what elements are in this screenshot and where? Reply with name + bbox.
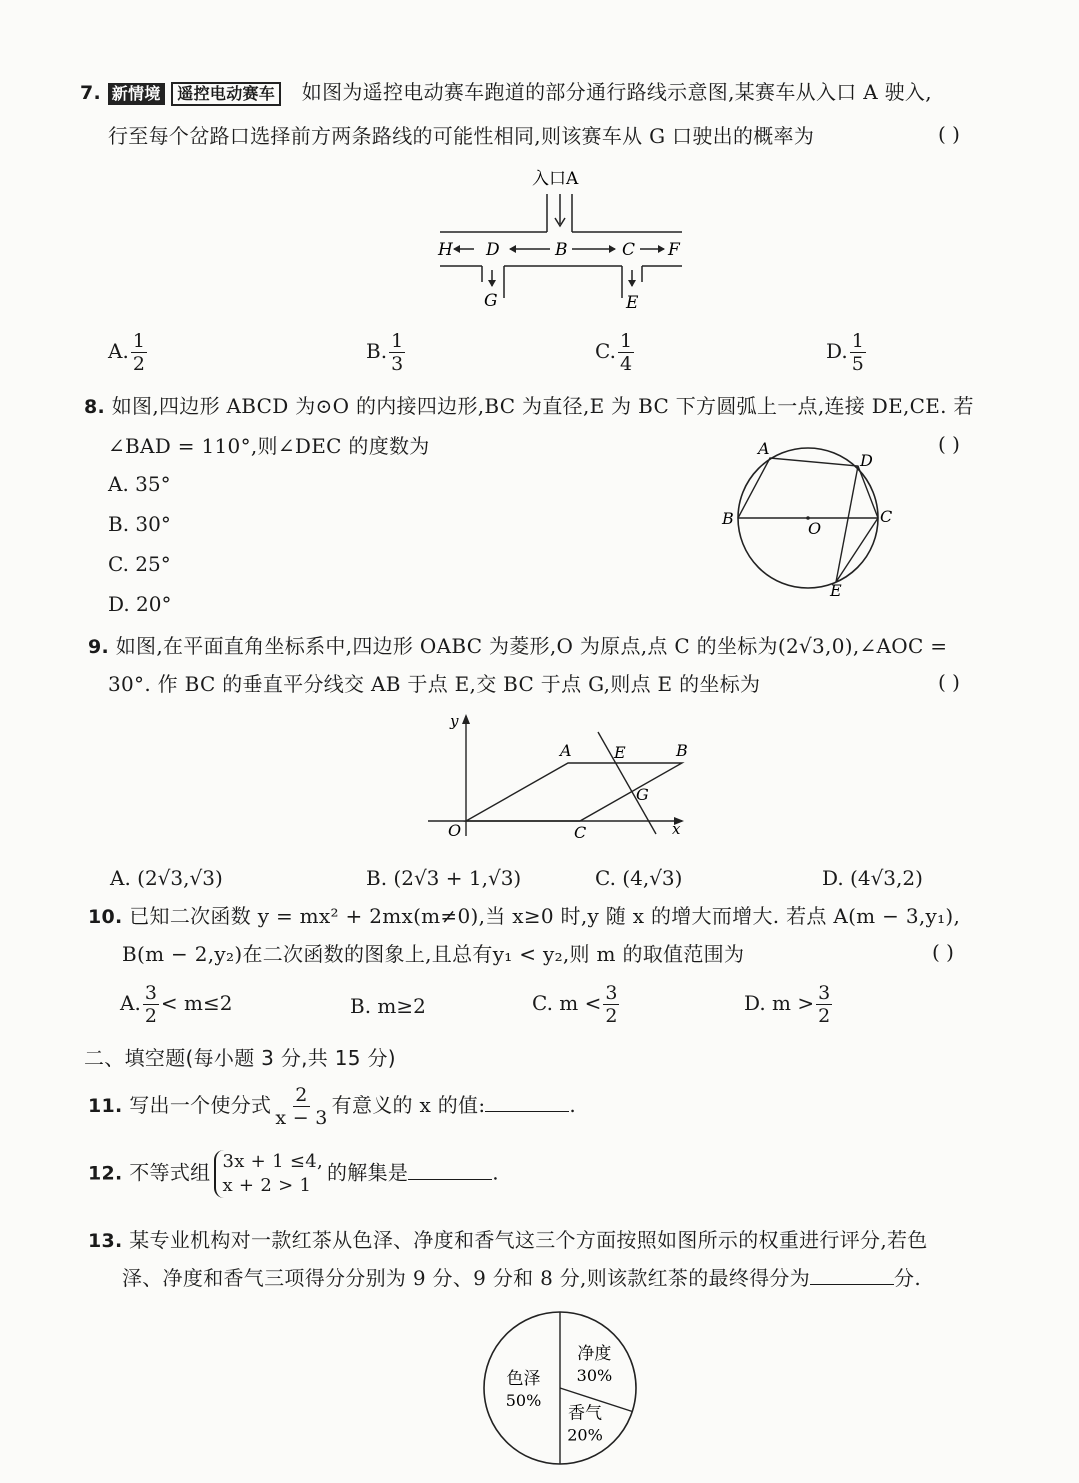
q7-label-B: B (555, 240, 568, 260)
q9-label-x: x (672, 820, 681, 838)
q9-text-line1: 如图,在平面直角坐标系中,四边形 OABC 为菱形,O 为原点,点 C 的坐标为(2√3,0),∠AOC = (115, 634, 948, 658)
q7-label-H: H (438, 240, 453, 260)
q9-line1 (88, 632, 947, 661)
q12-answer-blank[interactable] (408, 1159, 492, 1180)
q10-option-c[interactable]: C. m < $\frac{3}{2}$ (532, 982, 618, 1027)
q9-label-B: B (676, 741, 688, 760)
q10-line1 (88, 902, 960, 931)
q7-new-context-tag: 新情境 (108, 83, 165, 105)
q13-line2: 泽、净度和香气三项得分分别为 9 分、9 分和 8 分,则该款红茶的最终得分为 分. (122, 1266, 921, 1290)
q8-line1 (84, 392, 974, 421)
pie-label-percent: 30% (576, 1365, 613, 1385)
pie-label-percent: 20% (567, 1425, 603, 1445)
q11-text-post: 有意义的 x 的值: (331, 1093, 486, 1117)
q7-entrance-label: 入口A (532, 169, 579, 189)
q7-label-G: G (484, 291, 498, 311)
q8-number: 8. (84, 396, 106, 418)
q9-option-b[interactable]: B. (2√3 + 1,√3) (366, 866, 522, 890)
q9-answer-paren: ( ) (938, 670, 960, 694)
q7-option-a[interactable]: A. $\frac{1}{2}$ (108, 330, 145, 375)
q9-label-E: E (614, 743, 626, 762)
q8-answer-paren: ( ) (938, 432, 960, 456)
q7-track-diagram (420, 160, 700, 320)
q8-option-b[interactable]: B. 30° (108, 512, 171, 536)
q9-label-C: C (574, 823, 587, 842)
pie-label-category: 香气 (568, 1403, 603, 1424)
q13-pie-chart (480, 1300, 650, 1476)
q7-topic-tag: 遥控电动赛车 (171, 82, 281, 106)
q8-option-a[interactable]: A. 35° (108, 472, 171, 496)
q10-option-b[interactable]: B. m≥2 (350, 994, 426, 1018)
q7-text-line2: 行至每个岔路口选择前方两条路线的可能性相同,则该赛车从 G 口驶出的概率为 (108, 124, 815, 148)
q8-label-C: C (880, 507, 893, 526)
q13-text-line1: 某专业机构对一款红茶从色泽、净度和香气这三个方面按照如图所示的权重进行评分,若色 (129, 1228, 928, 1252)
q11-number: 11. (88, 1095, 123, 1117)
q7-label-E: E (626, 293, 639, 313)
q9-option-d[interactable]: D. (4√3,2) (822, 866, 923, 890)
q10-option-d[interactable]: D. m > $\frac{3}{2}$ (744, 982, 831, 1027)
q8-label-D: D (860, 451, 873, 470)
q8-circle-diagram (720, 436, 900, 600)
q9-number: 9. (88, 636, 110, 658)
q9-option-c[interactable]: C. (4,√3) (595, 866, 683, 890)
q9-label-G: G (636, 785, 649, 804)
q8-label-E: E (830, 581, 842, 600)
q8-option-d[interactable]: D. 20° (108, 592, 172, 616)
q9-coordinate-diagram (420, 708, 700, 848)
q11-fraction: $\frac{2}{x - 3}$ (275, 1084, 328, 1129)
q11-answer-blank[interactable] (485, 1091, 569, 1112)
q7-option-b[interactable]: B. $\frac{1}{3}$ (366, 330, 404, 375)
q12-text-post: 的解集是 (327, 1160, 409, 1185)
q9-label-A: A (560, 741, 572, 760)
q7-label-D: D (486, 240, 500, 260)
q11-line: 11. 写出一个使分式 $\frac{2}{x - 3}$ 有意义的 x 的值: . (88, 1084, 577, 1129)
q11-text-pre: 写出一个使分式 (129, 1093, 272, 1117)
q7-label-F: F (668, 240, 680, 260)
q10-answer-paren: ( ) (932, 940, 954, 964)
q8-label-O: O (808, 519, 822, 538)
q12-number: 12. (88, 1162, 123, 1185)
q9-text-line2: 30°. 作 BC 的垂直平分线交 AB 于点 E,交 BC 于点 G,则点 E 的坐标为 (108, 672, 761, 696)
q10-text-line2: B(m − 2,y₂)在二次函数的图象上,且总有y₁ < y₂,则 m 的取值范围为 (122, 942, 745, 966)
q8-text-line2: ∠BAD = 110°,则∠DEC 的度数为 (108, 434, 430, 458)
q13-line1 (88, 1226, 928, 1255)
q9-label-y: y (450, 712, 459, 730)
q7-label-C: C (622, 240, 636, 260)
q7-answer-paren: ( ) (938, 122, 960, 146)
q10-option-a[interactable]: A. $\frac{3}{2}$ < m≤2 (120, 982, 233, 1027)
q12-line: 12. 不等式组 3x + 1 ≤4, x + 2 > 1 的解集是 . (88, 1151, 499, 1196)
q8-text-line1: 如图,四边形 ABCD 为⊙O 的内接四边形,BC 为直径,E 为 BC 下方圆弧上一点,连接 DE,CE. 若 (111, 394, 974, 418)
pie-label-category: 净度 (577, 1343, 612, 1364)
q13-answer-blank[interactable] (810, 1264, 894, 1285)
pie-label-percent: 50% (505, 1391, 542, 1410)
q7-text-line1: 如图为遥控电动赛车跑道的部分通行路线示意图,某赛车从入口 A 驶入, (301, 80, 932, 104)
q10-number: 10. (88, 906, 123, 928)
q13-text-line2: 泽、净度和香气三项得分分别为 9 分、9 分和 8 分,则该款红茶的最终得分为 (122, 1266, 811, 1290)
q7-line1 (80, 78, 932, 107)
q13-number: 13. (88, 1230, 123, 1252)
q12-inequality-system: 3x + 1 ≤4, x + 2 > 1 (214, 1150, 323, 1198)
pie-label-category: 色泽 (506, 1369, 541, 1389)
section2-title: 二、填空题(每小题 3 分,共 15 分) (84, 1046, 396, 1070)
q8-label-A: A (758, 439, 770, 458)
q7-number: 7. (80, 82, 102, 104)
q10-text-line1: 已知二次函数 y = mx² + 2mx(m≠0),当 x≥0 时,y 随 x 的增大而增大. 若点 A(m − 3,y₁), (129, 904, 961, 928)
q12-text-pre: 不等式组 (129, 1160, 211, 1185)
q8-label-B: B (722, 509, 734, 528)
q9-option-a[interactable]: A. (2√3,√3) (110, 866, 223, 890)
q8-option-c[interactable]: C. 25° (108, 552, 171, 576)
q7-option-c[interactable]: C. $\frac{1}{4}$ (595, 330, 633, 375)
q9-label-O: O (448, 821, 462, 840)
q7-option-d[interactable]: D. $\frac{1}{5}$ (826, 330, 864, 375)
